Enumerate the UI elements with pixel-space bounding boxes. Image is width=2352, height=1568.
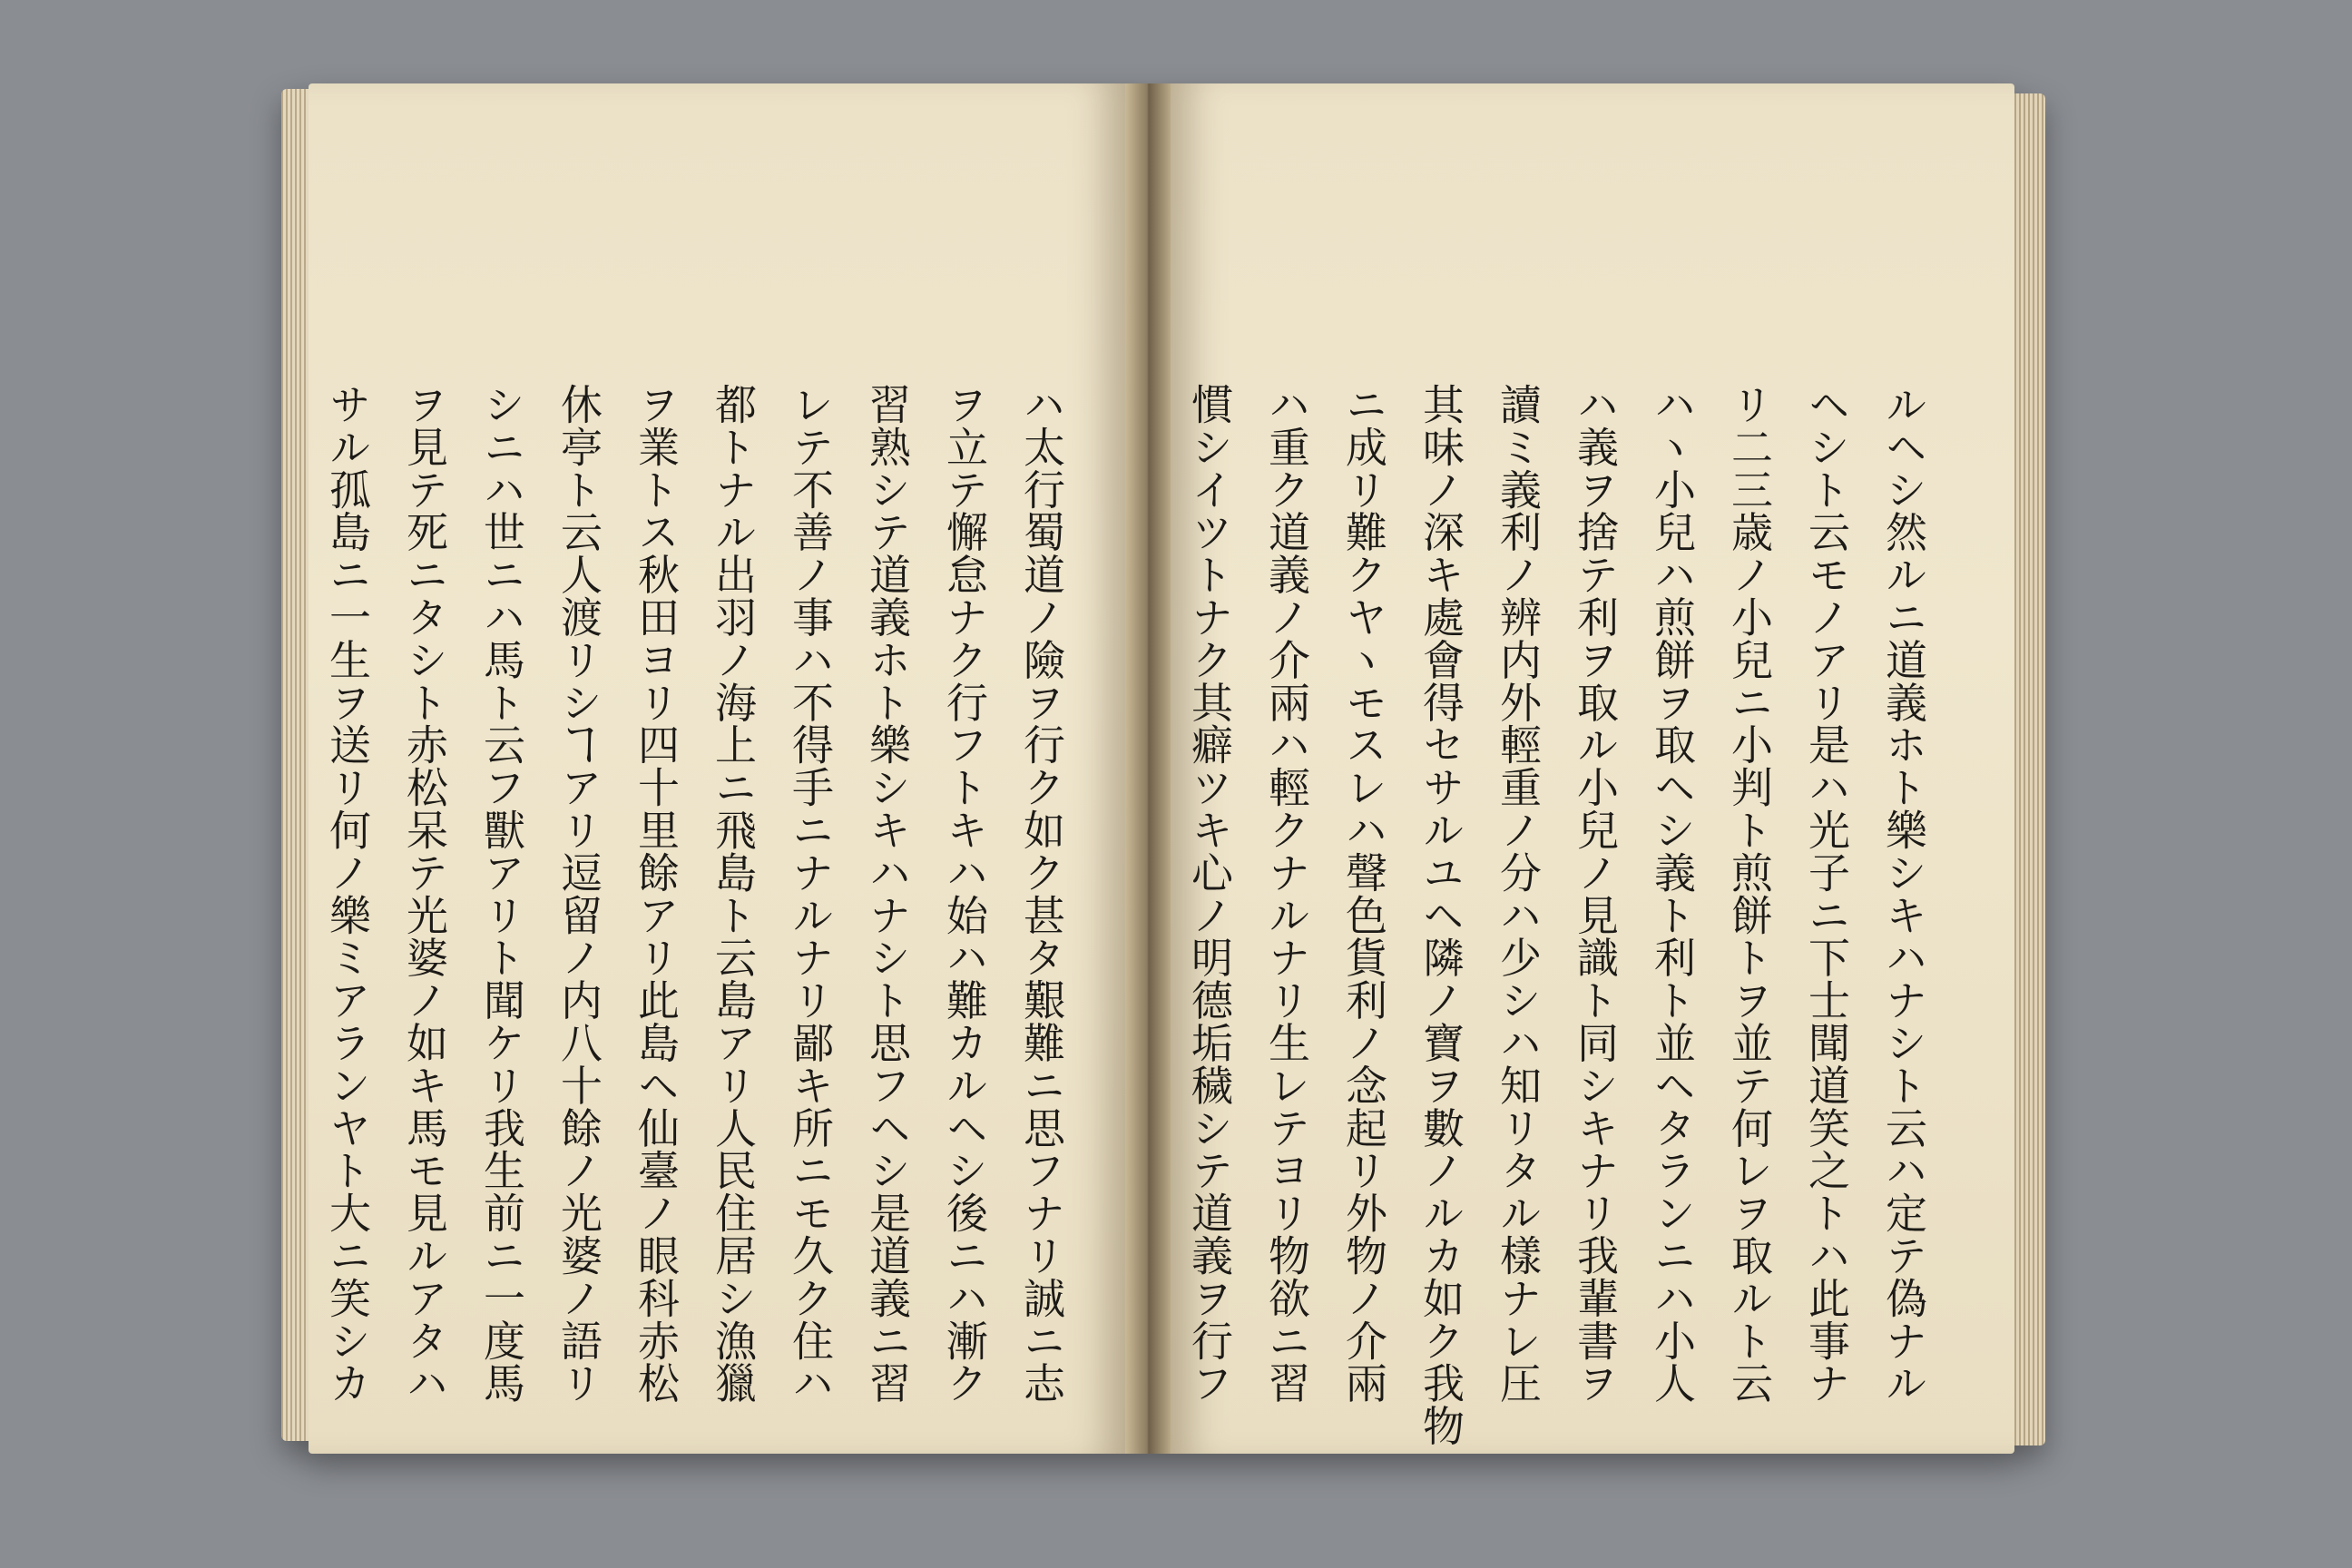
left-column-8: シニハ世ニハ馬ト云フ獸アリト聞ケリ我生前ニ一度馬 [477,383,526,1405]
book-gutter [1125,83,1171,1454]
right-column-10: 慣シイツトナク其癖ツキ心ノ明德垢穢シテ道義ヲ行フ [1185,383,1234,1405]
left-page [309,83,1125,1454]
right-column-2: ヘシト云モノアリ是ハ光子ニ下士聞道笑之トハ此事ナ [1802,383,1851,1405]
left-column-6: ヲ業トス秋田ヨリ四十里餘アリ此島ヘ仙臺ノ眼科赤松 [632,383,681,1405]
left-column-1: ハ太行蜀道ノ險ヲ行ク如ク甚タ艱難ニ思フナリ誠ニ志 [1017,383,1066,1405]
left-column-10: サル孤島ニ一生ヲ送リ何ノ樂ミアランヤト大ニ笑シカ [323,383,372,1405]
left-page-text [323,383,1080,1454]
right-column-9: ハ重ク道義ノ介兩ハ輕クナルナリ生レテヨリ物欲ニ習 [1262,383,1311,1405]
left-column-5: 都トナル出羽ノ海上ニ飛島ト云島アリ人民住居シ漁獵 [709,383,758,1405]
right-column-5: ハ義ヲ捨テ利ヲ取ル小兒ノ見識ト同シキナリ我輩書ヲ [1571,383,1620,1405]
right-page [1171,83,2014,1454]
right-column-6: 讀ミ義利ノ辨内外輕重ノ分ハ少シハ知リタル樣ナレ圧 [1494,383,1543,1405]
open-book [272,71,2051,1473]
left-column-4: レテ不善ノ事ハ不得手ニナルナリ鄙キ所ニモ久ク住ハ [786,383,835,1405]
left-column-9: ヲ見テ死ニタシト赤松呆テ光婆ノ如キ馬モ見ルアタハ [400,383,449,1405]
right-column-3: リ二三歳ノ小兒ニ小判ト煎餅トヲ並テ何レヲ取ルト云 [1725,383,1774,1405]
left-column-3: 習熟シテ道義ホト樂シキハナシト思フヘシ是道義ニ習 [863,383,912,1405]
right-column-7: 其味ノ深キ處會得セサルユヘ隣ノ寶ヲ數ノルカ如ク我物 [1416,383,1465,1447]
right-page-text [1185,383,1942,1454]
right-column-1: ルヘシ然ルニ道義ホト樂シキハナシト云ハ定テ偽ナル [1879,383,1928,1405]
right-column-8: ニ成リ難クヤヽモスレハ聲色貨利ノ念起リ外物ノ介兩 [1339,383,1388,1405]
left-column-2: ヲ立テ懈怠ナク行フトキハ始ハ難カルヘシ後ニハ漸ク [940,383,989,1405]
left-column-7: 休亭ト云人渡リシヿアリ逗留ノ内八十餘ノ光婆ノ語リ [554,383,603,1405]
right-column-4: ハヽ小兒ハ煎餅ヲ取ヘシ義ト利ト並ヘタランニハ小人 [1648,383,1697,1405]
